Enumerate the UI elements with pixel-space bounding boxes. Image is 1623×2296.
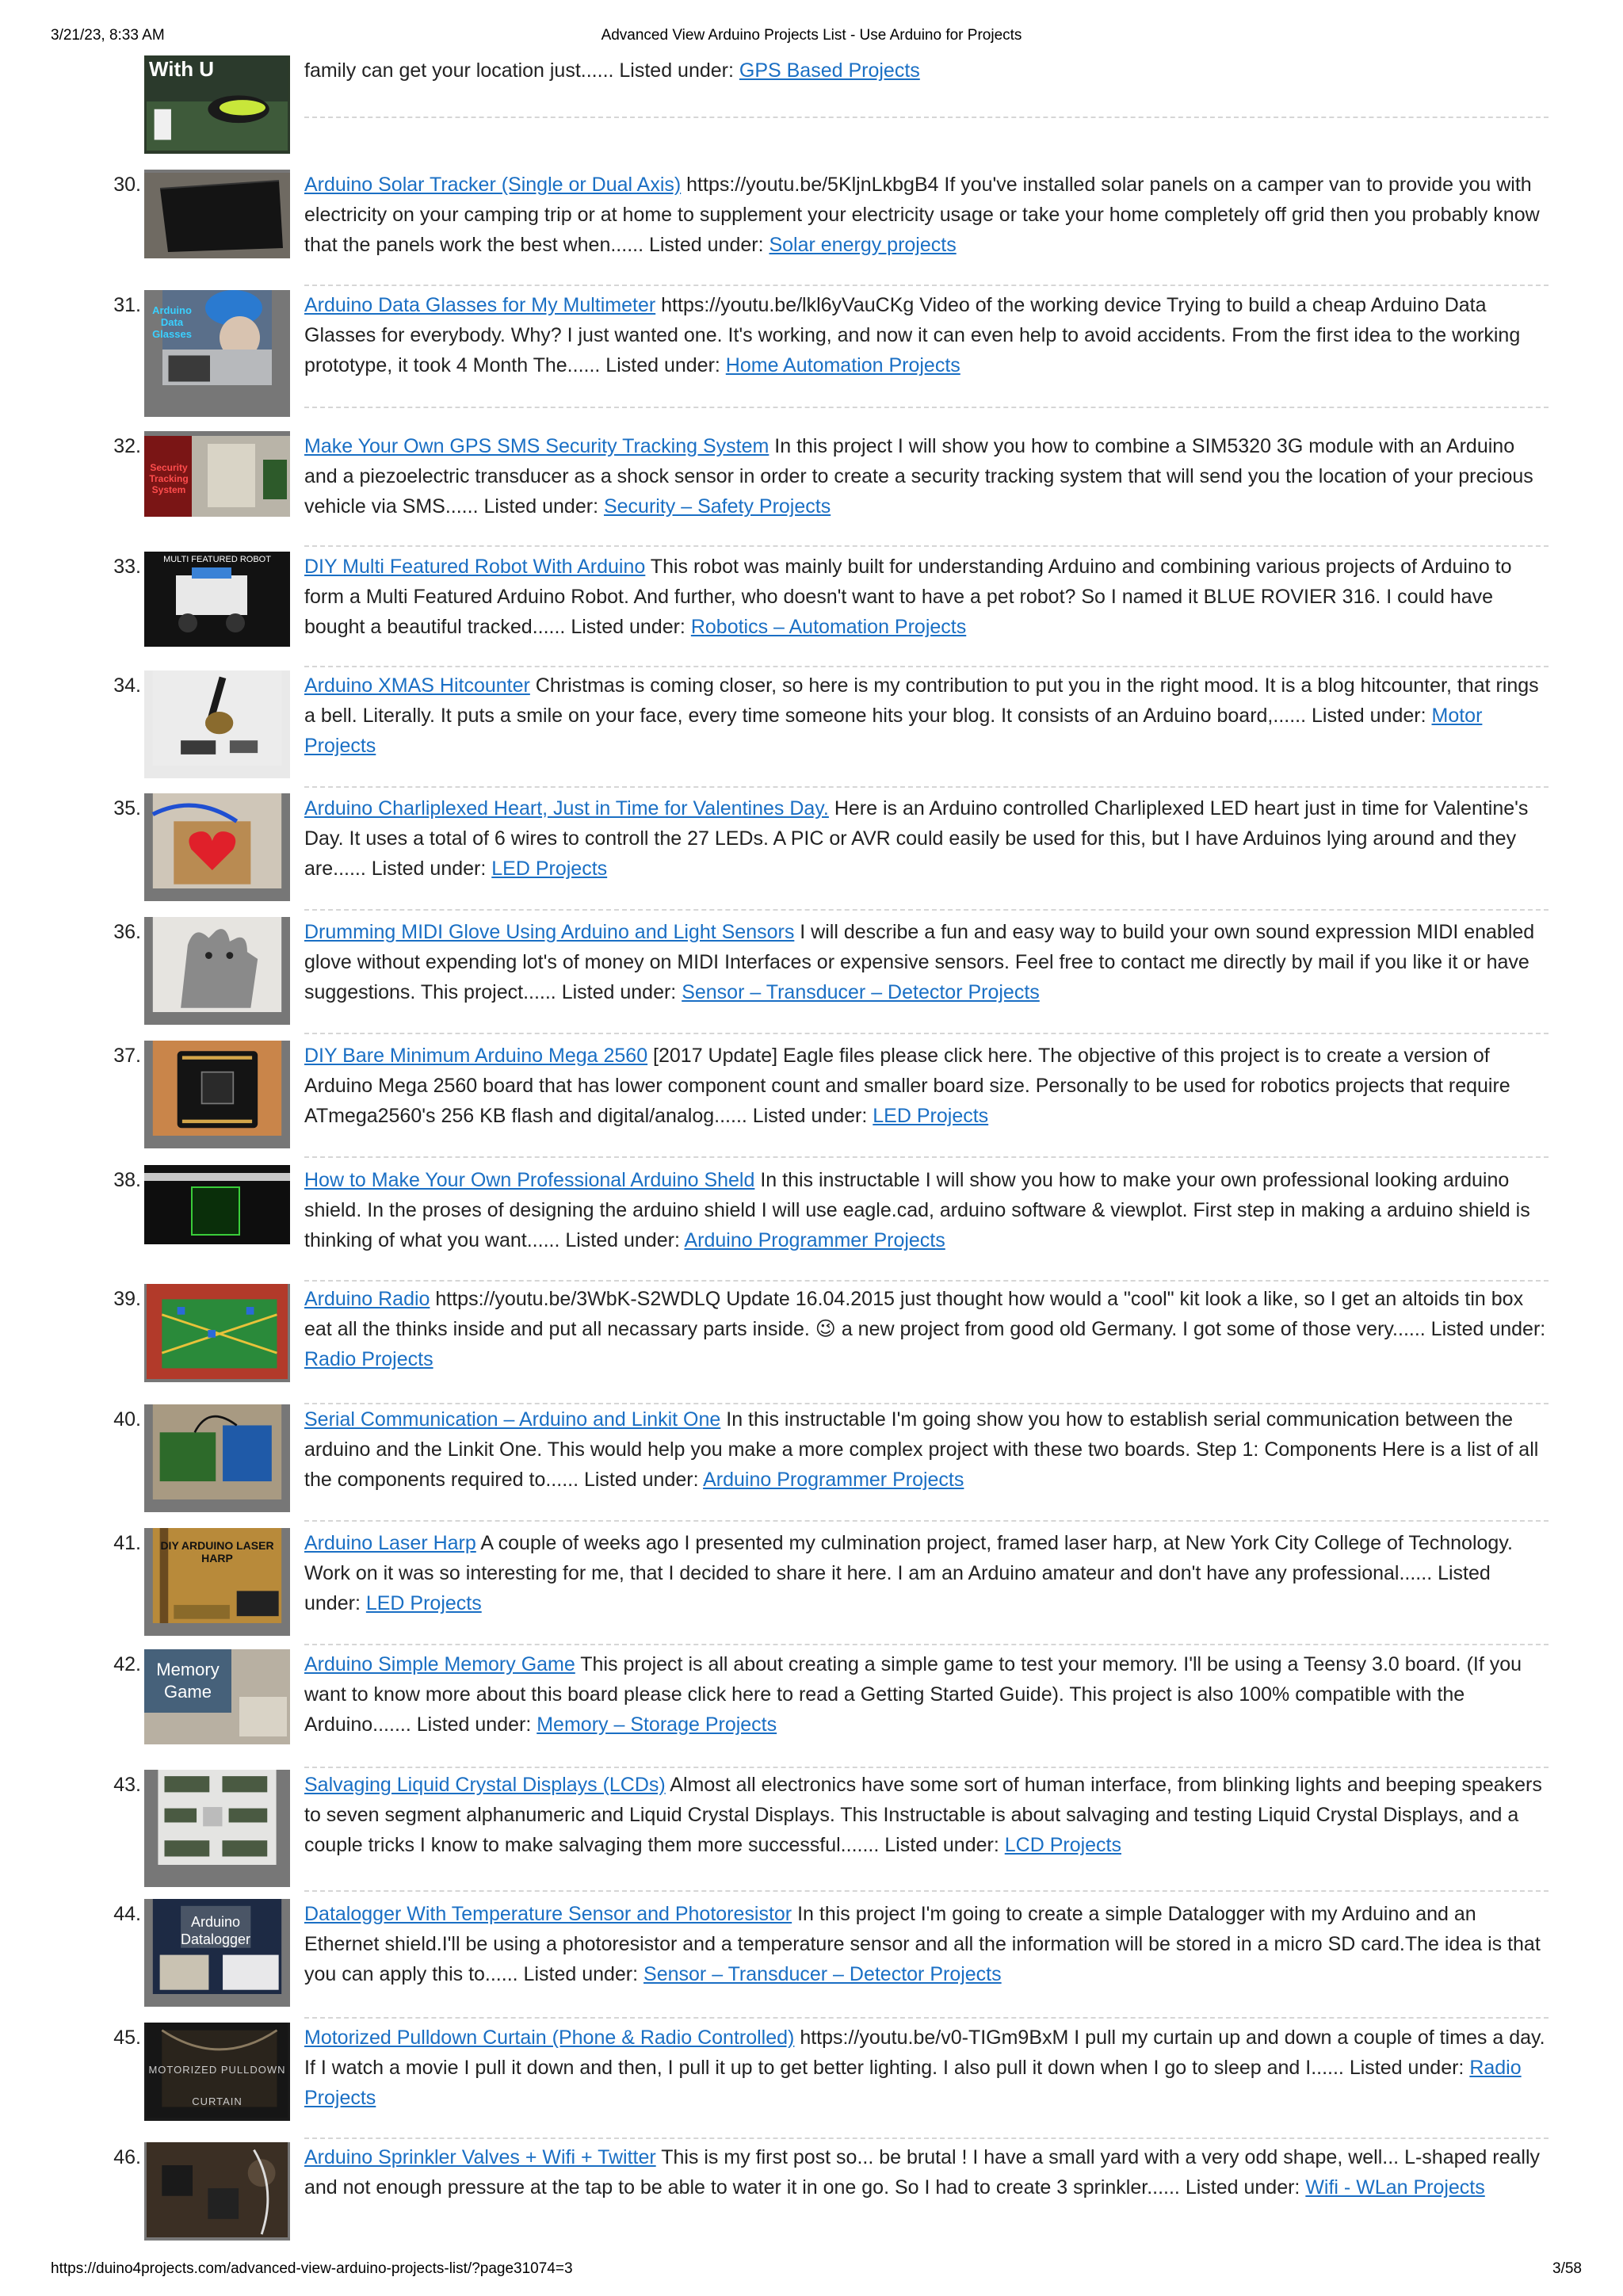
category-link[interactable]: LCD Projects	[1004, 1834, 1121, 1856]
item-description: Drumming MIDI Glove Using Arduino and Light Sensors I will describe a fun and easy way to build your own sound expression MIDI enabled glove without expending lot's of money on MIDI Interfaces or expensive sensors. Feel free to contact me directly by mail if you like it or have suggestions. This project...... Listed under: Sensor – Transducer – Detector Projects	[304, 921, 1535, 1003]
print-datetime: 3/21/23, 8:33 AM	[51, 27, 165, 44]
project-title-link[interactable]: Arduino Charliplexed Heart, Just in Time for Valentines Day.	[304, 797, 829, 819]
item-description: DIY Bare Minimum Arduino Mega 2560 [2017 Update] Eagle files please click here. The objective of this project is to create a version of Arduino Mega 2560 board that has lower component count and smaller board size. Personally to be used for robotics projects that require ATmega2560's 256 KB flash and digital/analog...... Listed under: LED Projects	[304, 1045, 1510, 1127]
item-number: 32.	[113, 435, 141, 457]
project-title-link[interactable]: Arduino Sprinkler Valves + Wifi + Twitter	[304, 2146, 656, 2168]
item-number: 40.	[113, 1408, 141, 1431]
thumbnail-caption: Security Tracking System	[149, 462, 189, 495]
print-page-title: Advanced View Arduino Projects List - Use Arduino for Projects	[601, 27, 1022, 44]
thumbnail-caption: Arduino Data Glasses	[152, 304, 192, 340]
item-number: 31.	[113, 294, 141, 316]
project-thumbnail[interactable]	[144, 552, 290, 647]
item-description: Salvaging Liquid Crystal Displays (LCDs) Almost all electronics have some sort of human interface, from blinking lights and beeping speakers to seven segment alphanumeric and Liquid Crystal Displays. This Instructable is about salvaging and testing Liquid Crystal Displays, and a couple tricks I know to make salvaging them more successful....... Listed under: LCD Projects	[304, 1774, 1542, 1856]
separator	[304, 545, 1549, 547]
item-number: 46.	[113, 2146, 141, 2168]
print-url: https://duino4projects.com/advanced-view-arduino-projects-list/?page31074=3	[51, 2260, 573, 2277]
category-link[interactable]: LED Projects	[873, 1105, 989, 1127]
thumbnail-image	[144, 1284, 290, 1379]
item-description: Datalogger With Temperature Sensor and Photoresistor In this project I'm going to create a simple Datalogger with my Arduino and an Ethernet shield.I'll be using a photoresistor and a temperature sensor and all the information will be stored in a micro SD card.The idea is that you can apply this to...... Listed under: Sensor – Transducer – Detector Projects	[304, 1903, 1541, 1985]
item-description: Arduino Simple Memory Game This project is all about creating a simple game to test your memory. I'll be using a Teensy 3.0 board. (If you want to know more about this board please click here to read a Getting Started Guide). This project is also 100% compatible with the Arduino....... Listed under: Memory – Storage Projects	[304, 1653, 1522, 1736]
project-thumbnail[interactable]	[144, 1041, 290, 1148]
separator	[304, 1767, 1549, 1768]
separator	[304, 117, 1549, 118]
item-description: Serial Communication – Arduino and Linkit One In this instructable I'm going show you how to establish serial communication between the arduino and the Linkit One. This would help you make a more complex project with these two boards. Step 1: Components Here is a list of all the components required to...... Listed under: Arduino Programmer Projects	[304, 1408, 1539, 1491]
print-footer	[0, 2260, 1623, 2284]
category-link[interactable]: Security – Safety Projects	[603, 495, 831, 518]
item-number: 33.	[113, 556, 141, 578]
category-link[interactable]: Motor Projects	[304, 705, 1483, 757]
category-link[interactable]: Memory – Storage Projects	[537, 1713, 777, 1736]
thumbnail-caption: DIY ARDUINO LASER HARP	[160, 1539, 274, 1564]
project-title-link[interactable]: Arduino XMAS Hitcounter	[304, 674, 530, 697]
separator	[304, 786, 1549, 788]
project-title-link[interactable]: Arduino Radio	[304, 1288, 430, 1310]
separator	[304, 1156, 1549, 1158]
category-link[interactable]: Wifi - WLan Projects	[1305, 2176, 1485, 2199]
separator	[304, 1280, 1549, 1282]
thumbnail-image	[144, 917, 290, 1012]
category-link[interactable]: LED Projects	[491, 858, 608, 880]
thumbnail-image	[144, 1404, 290, 1499]
item-number: 34.	[113, 674, 141, 697]
project-thumbnail[interactable]	[144, 1899, 290, 2007]
project-thumbnail[interactable]	[144, 2142, 290, 2241]
project-thumbnail[interactable]	[144, 1649, 290, 1744]
item-description: Arduino Sprinkler Valves + Wifi + Twitter This is my first post so... be brutal ! I have a small yard with a very odd shape, well... L-shaped really and not enough pressure at the tap to be able to water it in one go. So I had to create 3 sprinkler...... Listed under: Wifi - WLan Projects	[304, 2146, 1541, 2199]
category-link[interactable]: Sensor – Transducer – Detector Projects	[682, 981, 1040, 1003]
project-title-link[interactable]: How to Make Your Own Professional Arduino Sheld	[304, 1169, 755, 1191]
item-number: 43.	[113, 1774, 141, 1796]
category-link[interactable]: Solar energy projects	[769, 234, 957, 256]
separator	[304, 1520, 1549, 1522]
project-title-link[interactable]: Serial Communication – Arduino and Linkit One	[304, 1408, 721, 1431]
item-description: How to Make Your Own Professional Arduino Sheld In this instructable I will show you how to make your own professional looking arduino shield. In the proses of designing the arduino shield I will use eagle.cad, arduino software & viewplot. First step in making a arduino shield is thinking of what you want...... Listed under: Arduino Programmer Projects	[304, 1169, 1530, 1251]
category-link[interactable]: Sensor – Transducer – Detector Projects	[643, 1963, 1002, 1985]
thumbnail-caption: MOTORIZED PULLDOWN CURTAIN	[148, 2064, 286, 2107]
project-thumbnail[interactable]	[144, 2023, 290, 2121]
project-thumbnail[interactable]	[144, 1770, 290, 1887]
project-title-link[interactable]: DIY Bare Minimum Arduino Mega 2560	[304, 1045, 648, 1067]
item-description: Motorized Pulldown Curtain (Phone & Radio Controlled) https://youtu.be/v0-TIGm9BxM I pull my curtain up and down a couple of times a day. If I watch a movie I pull it down and then, I pull it up to get better lighting. I also pull it down when I go to sleep and I...... Listed under: Radio Projects	[304, 2027, 1545, 2109]
project-thumbnail[interactable]	[144, 290, 290, 417]
project-thumbnail[interactable]	[144, 170, 290, 258]
project-thumbnail[interactable]	[144, 1284, 290, 1382]
thumbnail-caption: With U	[149, 57, 215, 81]
print-page-number: 3/58	[1552, 2260, 1582, 2277]
thumbnail-image	[144, 1770, 290, 1865]
item-description: Arduino Charliplexed Heart, Just in Time for Valentines Day. Here is an Arduino controlled Charliplexed LED heart just in time for Valentine's Day. It uses a total of 6 wires to controll the 27 LEDs. A PIC or AVR could easily be used for this, but I have Arduinos lying around and they are...... Listed under: LED Projects	[304, 797, 1529, 880]
item-description: Make Your Own GPS SMS Security Tracking System In this project I will show you how to combine a SIM5320 3G module with an Arduino and a piezoelectric transducer as a shock sensor in order to create a security tracking system that will send you the location of your precious vehicle via SMS...... Listed under: Security – Safety Projects	[304, 435, 1533, 518]
item-number: 45.	[113, 2027, 141, 2049]
project-thumbnail[interactable]	[144, 1165, 290, 1244]
separator	[304, 1644, 1549, 1645]
item-description: Arduino Solar Tracker (Single or Dual Axis) https://youtu.be/5KljnLkbgB4 If you've installed solar panels on a camper van to provide you with electricity on your camping trip or at home to supplement your electricity usage or take your home completely off grid then you probably know that the panels work the best when...... Listed under: Solar energy projects	[304, 174, 1540, 256]
item-description: DIY Multi Featured Robot With Arduino This robot was mainly built for understanding Arduino and combining various projects of Arduino to form a Multi Featured Arduino Robot. And further, who doesn't want to have a pet robot? So I named it BLUE ROVIER 316. I could have bought a beautiful tracked...... Listed under: Robotics – Automation Projects	[304, 556, 1512, 638]
print-header	[0, 27, 1623, 51]
separator	[304, 909, 1549, 911]
item-number: 35.	[113, 797, 141, 819]
thumbnail-image	[144, 793, 290, 888]
category-link[interactable]: Radio Projects	[304, 1348, 433, 1370]
category-link[interactable]: Arduino Programmer Projects	[703, 1469, 964, 1491]
project-title-link[interactable]: DIY Multi Featured Robot With Arduino	[304, 556, 646, 578]
project-thumbnail[interactable]	[144, 670, 290, 778]
thumbnail-image	[144, 670, 290, 766]
item-description: family can get your location just...... Listed under: GPS Based Projects	[304, 59, 920, 82]
thumbnail-image	[144, 2142, 290, 2237]
project-title-link[interactable]: Arduino Laser Harp	[304, 1532, 476, 1554]
item-number: 42.	[113, 1653, 141, 1675]
separator	[304, 2137, 1549, 2139]
item-description: Arduino Radio https://youtu.be/3WbK-S2WDLQ Update 16.04.2015 just thought how would a "cool" kit look a like, so I get an altoids tin box eat all the thinks inside and put all necassary parts inside. 😉 a new project from good old Germany. I got some of those very...... Listed under: Radio Projects	[304, 1288, 1546, 1370]
project-thumbnail[interactable]	[144, 431, 290, 517]
item-number: 38.	[113, 1169, 141, 1191]
project-title-link[interactable]: Motorized Pulldown Curtain (Phone & Radio Controlled)	[304, 2027, 795, 2049]
separator	[304, 2017, 1549, 2019]
thumbnail-caption: Arduino Datalogger	[180, 1914, 251, 1947]
project-thumbnail[interactable]	[144, 55, 290, 154]
project-title-link[interactable]: Make Your Own GPS SMS Security Tracking System	[304, 435, 769, 457]
project-thumbnail[interactable]	[144, 917, 290, 1025]
item-number: 39.	[113, 1288, 141, 1310]
category-link[interactable]: GPS Based Projects	[739, 59, 920, 82]
project-thumbnail[interactable]	[144, 793, 290, 901]
separator	[304, 285, 1549, 286]
project-title-link[interactable]: Salvaging Liquid Crystal Displays (LCDs)	[304, 1774, 666, 1796]
category-link[interactable]: Home Automation Projects	[725, 354, 960, 376]
item-number: 30.	[113, 174, 141, 196]
project-title-link[interactable]: Drumming MIDI Glove Using Arduino and Light Sensors	[304, 921, 795, 943]
project-title-link[interactable]: Arduino Simple Memory Game	[304, 1653, 575, 1675]
project-thumbnail[interactable]	[144, 1528, 290, 1636]
thumbnail-image	[144, 170, 290, 258]
item-number: 41.	[113, 1532, 141, 1554]
item-description: Arduino Data Glasses for My Multimeter https://youtu.be/lkl6yVauCKg Video of the working device Trying to build a cheap Arduino Data Glasses for everybody. Why? I just wanted one. It's working, and now it can even help to avoid accidents. From the first idea to the working prototype, it took 4 Month The...... Listed under: Home Automation Projects	[304, 294, 1521, 376]
project-title-link[interactable]: Arduino Data Glasses for My Multimeter	[304, 294, 656, 316]
item-description: Arduino Laser Harp A couple of weeks ago I presented my culmination project, framed laser harp, at New York City College of Technology. Work on it was so interesting for me, that I decided to share it here. I am an Arduino amateur and don't have any professional...... Listed under: LED Projects	[304, 1532, 1513, 1614]
category-link[interactable]: LED Projects	[365, 1592, 482, 1614]
separator	[304, 1890, 1549, 1892]
separator	[304, 407, 1549, 408]
category-link[interactable]: Robotics – Automation Projects	[690, 616, 967, 638]
project-thumbnail[interactable]	[144, 1404, 290, 1512]
item-number: 36.	[113, 921, 141, 943]
category-link[interactable]: Arduino Programmer Projects	[684, 1229, 945, 1251]
item-description: Arduino XMAS Hitcounter Christmas is coming closer, so here is my contribution to put you in the right mood. It is a blog hitcounter, that rings a bell. Literally. It puts a smile on your face, every time someone hits your blog. It consists of an Arduino board,...... Listed under: Motor Projects	[304, 674, 1539, 757]
item-number: 37.	[113, 1045, 141, 1067]
item-number: 44.	[113, 1903, 141, 1925]
category-link[interactable]: Radio Projects	[304, 2057, 1522, 2109]
separator	[304, 666, 1549, 667]
thumbnail-image	[144, 1165, 290, 1244]
project-title-link[interactable]: Arduino Solar Tracker (Single or Dual Axis)	[304, 174, 682, 196]
project-title-link[interactable]: Datalogger With Temperature Sensor and Photoresistor	[304, 1903, 792, 1925]
thumbnail-caption: Memory Game	[156, 1660, 220, 1702]
thumbnail-caption: MULTI FEATURED ROBOT	[163, 555, 271, 564]
thumbnail-image	[144, 1041, 290, 1136]
separator	[304, 1033, 1549, 1034]
